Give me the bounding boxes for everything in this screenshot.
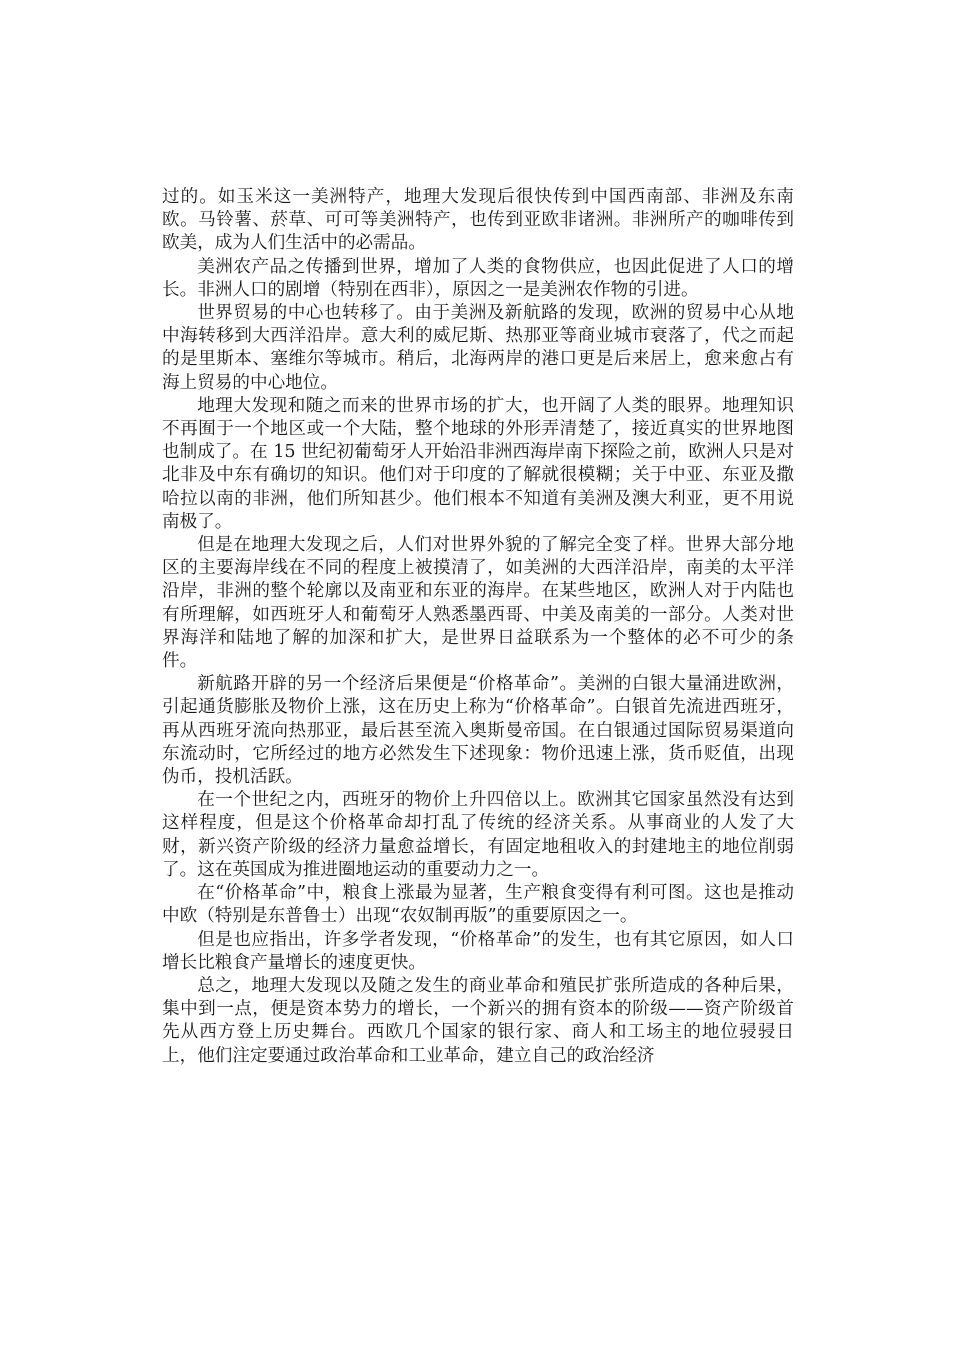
paragraph: 世界贸易的中心也转移了。由于美洲及新航路的发现，欧洲的贸易中心从地中海转移到大西洋沿岸。意大利的威尼斯、热那亚等商业城市衰落了，代之而起的是里斯本、塞维尔等城市。稍后，北海两岸的港口更是后来居上，愈来愈占有海上贸易的中心地位。 xyxy=(162,303,794,393)
paragraph: 但是也应指出，许多学者发现，“价格革命”的发生，也有其它原因，如人口增长比粮食产量增长的速度更快。 xyxy=(162,929,794,973)
paragraph: 在“价格革命”中，粮食上涨最为显著，生产粮食变得有利可图。这也是推动中欧（特别是东普鲁士）出现“农奴制再版”的重要原因之一。 xyxy=(162,883,794,927)
paragraph: 在一个世纪之内，西班牙的物价上升四倍以上。欧洲其它国家虽然没有达到这样程度，但是这个价格革命却打乱了传统的经济关系。从事商业的人发了大财，新兴资产阶级的经济力量愈益增长，有固定地租收入的封建地主的地位削弱了。这在英国成为推进圈地运动的重要动力之一。 xyxy=(162,790,794,880)
paragraph: 地理大发现和随之而来的世界市场的扩大，也开阔了人类的眼界。地理知识不再囿于一个地区或一个大陆，整个地球的外形弄清楚了，接近真实的世界地图也制成了。在 15 世纪初葡萄牙人开始沿非洲西海岸南下探险之前，欧洲人只是对北非及中东有确切的知识。他们对于印度的了解就很模糊；关于中亚、东亚及撒哈拉以南的非洲，他们所知甚少。他们根本不知道有美洲及澳大利亚，更不用说南极了。 xyxy=(162,395,794,532)
paragraph: 新航路开辟的另一个经济后果便是“价格革命”。美洲的白银大量涌进欧洲，引起通货膨胀及物价上涨，这在历史上称为“价格革命”。白银首先流进西班牙，再从西班牙流向热那亚，最后甚至流入奥斯曼帝国。在白银通过国际贸易渠道向东流动时，它所经过的地方必然发生下述现象：物价迅速上涨，货币贬值，出现伪币，投机活跃。 xyxy=(162,674,794,788)
paragraph: 总之，地理大发现以及随之发生的商业革命和殖民扩张所造成的各种后果，集中到一点，便是资本势力的增长，一个新兴的拥有资本的阶级——资产阶级首先从西方登上历史舞台。西欧几个国家的银行家、商人和工场主的地位骎骎日上，他们注定要通过政治革命和工业革命，建立自己的政治经济 xyxy=(162,975,794,1066)
body-text xyxy=(162,186,794,1068)
paragraph: 美洲农产品之传播到世界，增加了人类的食物供应，也因此促进了人口的增长。非洲人口的剧增（特别在西非），原因之一是美洲农作物的引进。 xyxy=(162,256,794,300)
paragraph-continued: 过的。如玉米这一美洲特产，地理大发现后很快传到中国西南部、非洲及东南欧。马铃薯、菸草、可可等美洲特产，也传到亚欧非诸洲。非洲所产的咖啡传到欧美，成为人们生活中的必需品。 xyxy=(162,187,794,254)
paragraph: 但是在地理大发现之后，人们对世界外貌的了解完全变了样。世界大部分地区的主要海岸线在不同的程度上被摸清了，如美洲的大西洋沿岸，南美的太平洋沿岸，非洲的整个轮廓以及南亚和东亚的海岸。在某些地区，欧洲人对于内陆也有所理解，如西班牙人和葡萄牙人熟悉墨西哥、中美及南美的一部分。人类对世界海洋和陆地了解的加深和扩大，是世界日益联系为一个整体的必不可少的条件。 xyxy=(162,535,794,672)
